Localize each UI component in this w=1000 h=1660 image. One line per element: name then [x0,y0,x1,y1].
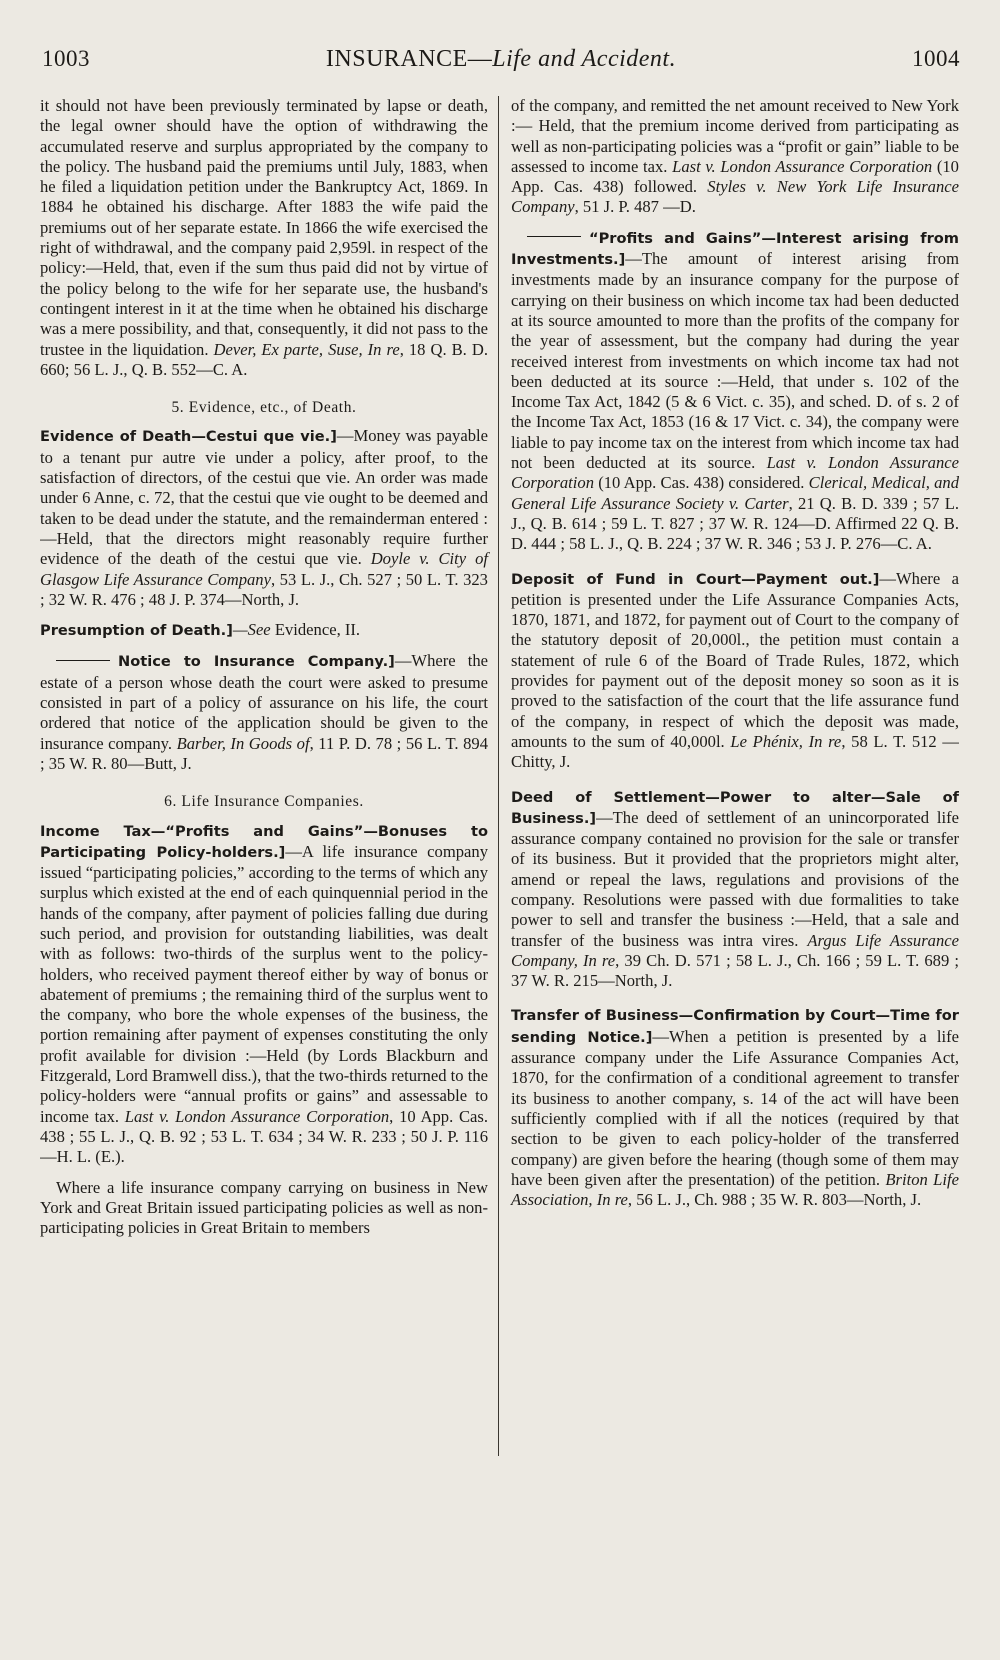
case-citation: Argus Life Assurance Company, In re [511,930,959,970]
case-citation: Styles v. New York Life Insurance Company [511,177,959,217]
running-title-main: INSURANCE— [325,46,493,72]
paragraph-continuation: of the company, and remitted the net amount received to New York :— Held, that the premium income derived from participating as well as non-participating policies was a “profit or gain” liable to be assessed to income tax. Last v. London Assurance Corporation (10 App. Cas. 438) followed. Styles v. New York Life Insurance Company, 51 J. P. 487 —D. [511,96,959,217]
paragraph-new-york-company: Where a life insurance company carrying on business in New York and Great Britain issued participating policies as well as non-participating policies in Great Britain to members [40,1177,488,1238]
entry-heading: Evidence of Death—Cestui que vie.] [40,428,337,446]
case-citation: Clerical, Medical, and General Life Assurance Society v. Carter [511,473,959,513]
repeat-dash [56,660,110,661]
entry-transfer-of-business: Transfer of Business—Confirmation by Court—Time for sending Notice.]—When a petition is presented by a life assurance company under the Life Assurance Companies Act, 1870, for the confirmation of a conditional agreement to transfer its business to another company, s. 14 of the act will have been sufficiently complied with if all the notices (required by that section to be given to each policy-holder of the transferred company) are given before the hearing (though some of them may have been given after the presentation) of the petition. Briton Life Association, In re, 56 L. J., Ch. 988 ; 35 W. R. 803—North, J. [511,1007,959,1210]
case-citation: Last v. London Assurance Corporation [124,1106,390,1126]
right-page-number: 1004 [911,46,960,71]
left-page-number: 1003 [42,46,90,71]
entry-heading: Deposit of Fund in Court—Payment out.] [511,570,880,588]
see-reference: —See [232,620,271,640]
case-citation: Last v. London Assurance Corporation [672,156,933,176]
entry-deposit-of-fund: Deposit of Fund in Court—Payment out.]—Where a petition is presented under the Life Assurance Companies Acts, 1870, 1871, and 1872, for payment out of Court to the company of the statutory deposit of 20,000l., the petition must contain a statement of rule 6 of the Board of Trade Rules, 1872, which provides for payment out of the deposit money so soon as it is proved to the satisfaction of the court that the life assurance fund of the company, in respect of which the deposit was made, amounts to the sum of 40,000l. Le Phénix, In re, 58 L. T. 512 —Chitty, J. [511,568,959,772]
entry-presumption-of-death: Presumption of Death.]—See Evidence, II. [40,620,361,640]
case-citation: Doyle v. City of Glasgow Life Assurance Company [40,549,488,589]
running-title-italic: Life and Accident. [492,46,677,72]
entry-profits-and-gains-interest: “Profits and Gains”—Interest arising from Investments.]—The amount of interest arising from investments made by an insurance company for the purpose of carrying on their business on which income tax had been deducted at its source amounted to more than the profits of the company for the year of assessment, but the company had during the year received interest from investments on which income tax had not been deducted at its source :—Held, that under s. 102 of the Income Tax Act, 1842 (5 & 6 Vict. c. 35), and sched. D. of s. 2 of the Income Tax Act, 1853 (16 & 17 Vict. c. 34), the company were liable to pay income tax on the interest from which income tax had not been deducted at its source. Last v. London Assurance Corporation (10 App. Cas. 438) considered. Clerical, Medical, and General Life Assurance Society v. Carter, 21 Q. B. D. 339 ; 57 L. J., Q. B. 614 ; 59 L. T. 827 ; 37 W. R. 124—D. Affirmed 22 Q. B. D. 444 ; 58 L. J., Q. B. 224 ; 37 W. R. 346 ; 53 J. P. 276—C. A. [511,229,959,554]
running-header [42,46,960,88]
entry-heading: Transfer of Business—Confirmation by Court—Time for sending Notice.] [511,1007,959,1046]
entry-deed-of-settlement: Deed of Settlement—Power to alter—Sale of Business.]—The deed of settlement of an unincorporated life assurance company contained no provision for the sale or transfer of its business. But it provided that the proprietors might alter, amend or repeal the laws, regulations and provisions of the company. Resolutions were passed with due formalities to take power to sell and transfer the business :—Held, that a sale and transfer of the business was intra vires. Argus Life Assurance Company, In re, 39 Ch. D. 571 ; 58 L. J., Ch. 166 ; 59 L. T. 689 ; 37 W. R. 215—North, J. [511,788,959,991]
entry-heading: “Profits and Gains”—Interest arising from Investments.] [511,229,959,269]
paragraph-continuation: it should not have been previously terminated by lapse or death, the legal owner should have the option of withdrawing the accumulated reserve and surplus appropriated by the company to the policy. The husband paid the premiums until July, 1883, when he filed a liquidation petition under the Bankruptcy Act, 1869. In 1884 he obtained his discharge. After 1883 the wife paid the premiums out of her separate estate. In 1866 the wife exercised the right of withdrawal, and the company paid 2,959l. in respect of the policy:—Held, that, even if the sum thus paid did not by virtue of the policy belong to the wife for her separate use, the husband's contingent interest in it at the time when he obtained his discharge was a mere possibility, and that, consequently, it did not pass to the trustee in the liquidation. Dever, Ex parte, Suse, In re, 18 Q. B. D. 660; 56 L. J., Q. B. 552—C. A. [40,96,488,379]
entry-heading: Presumption of Death.] [40,622,233,640]
left-column [40,96,498,1616]
entry-heading: Notice to Insurance Company.] [118,653,395,671]
entry-income-tax-bonuses: Income Tax—“Profits and Gains”—Bonuses to Participating Policy-holders.]—A life insurance company issued “participating policies,” according to the terms of which any surplus which existed at the end of each quinquennial period in the hands of the company, after payment of policies falling due during such period, and provision for outstanding liabilities, was dealt with as follows: two-thirds of the surplus went to the policy-holders, who received payment thereof either by way of bonus or abatement of premiums ; the remaining third of the surplus went to the company, who bore the whole expenses of the business, the portion remaining after payment of expenses constituting the only profit available for division :—Held (by Lords Blackburn and Fitzgerald, Lord Bramwell diss.), that the two-thirds returned to the policy-holders were “annual profits or gains” and assessable to income tax. Last v. London Assurance Corporation, 10 App. Cas. 438 ; 55 L. J., Q. B. 92 ; 53 L. T. 634 ; 34 W. R. 233 ; 50 J. P. 116—H. L. (E.). [40,822,489,1167]
case-citation: Barber, In Goods of [176,733,310,753]
entry-notice-to-insurance-company: Notice to Insurance Company.]—Where the estate of a person whose death the court were asked to presume consisted in part of a policy of assurance on his life, the court ordered that notice of the application should be given to the insurance company. Barber, In Goods of, 11 P. D. 78 ; 56 L. T. 894 ; 35 W. R. 80—Butt, J. [40,651,489,773]
two-column-body [40,96,960,1616]
right-column [499,96,959,1616]
running-title [326,46,676,73]
entry-heading: Income Tax—“Profits and Gains”—Bonuses to Participating Policy-holders.] [40,822,488,861]
section-heading-5: 5. Evidence, etc., of Death. [171,399,357,417]
case-citation: Briton Life Association, In re [511,1169,959,1210]
case-citation: Le Phénix, In re [730,731,842,751]
entry-heading: Deed of Settlement—Power to alter—Sale of Business.] [511,788,959,827]
case-citation: Dever, Ex parte, Suse, In re [213,339,400,359]
case-citation: Last v. London Assurance Corporation [511,453,959,493]
repeat-dash [527,236,581,237]
section-heading-6: 6. Life Insurance Companies. [164,793,364,811]
entry-evidence-of-death: Evidence of Death—Cestui que vie.]—Money was payable to a tenant pur autre vie under a policy, after proof, to the satisfaction of directors, of the cestui que vie. An order was made under 6 Anne, c. 72, that the cestui que vie ought to be deemed and taken to be dead under the statute, and the remainderman entered :—Held, that the directors might reasonably require further evidence of the death of the cestui que vie. Doyle v. City of Glasgow Life Assurance Company, 53 L. J., Ch. 527 ; 50 L. T. 323 ; 32 W. R. 476 ; 48 J. P. 374—North, J. [40,426,488,609]
